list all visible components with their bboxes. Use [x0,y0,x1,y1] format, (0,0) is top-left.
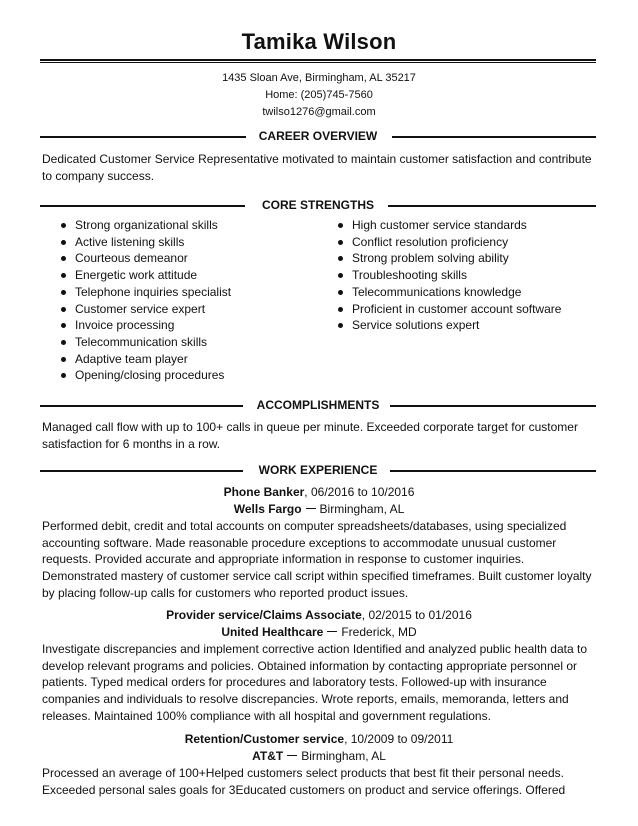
list-item: Adaptive team player [60,351,231,368]
candidate-name: Tamika Wilson [241,29,397,54]
section-header-career-overview [40,128,596,144]
list-item: Troubleshooting skills [337,267,561,284]
dash-separator [287,755,297,756]
job-company-line [0,748,638,765]
job-location: Birmingham, AL [301,749,386,763]
list-item: Invoice processing [60,317,231,334]
job-company: Wells Fargo [233,502,302,516]
list-item: Telecommunications knowledge [337,284,561,301]
section-header-core-strengths [40,197,596,213]
job-company: United Healthcare [221,625,324,639]
accomplishments-text: Managed call flow with up to 100+ calls in queue per minute. Exceeded corporate target for customer satisfaction for 6 months in a row. [42,420,578,451]
job-company: AT&T [252,749,284,763]
list-item: Energetic work attitude [60,267,231,284]
name-divider [40,59,596,61]
job-title: Retention/Customer service [184,732,345,746]
career-overview-text: Dedicated Customer Service Representative motivated to maintain customer satisfaction and contribute to company success. [42,152,592,183]
job-description: Processed an average of 100+Helped customers select products that best fit their personal needs. Exceeded personal sales goals for 3Educated customers on product and service offerings. Offered [42,766,566,797]
job-title: Phone Banker [223,485,305,499]
list-item: Telephone inquiries specialist [60,284,231,301]
job-company-line [0,624,638,641]
list-item: Active listening skills [60,234,231,251]
job-dates: , 06/2016 to 10/2016 [304,485,415,499]
list-item: Proficient in customer account software [337,301,561,318]
section-header-work-experience [40,462,596,478]
list-item: Opening/closing procedures [60,367,231,384]
strengths-list-right [337,217,561,334]
list-item: Telecommunication skills [60,334,231,351]
strengths-list-left [60,217,231,384]
job-company-line [0,501,638,518]
job-title-line [0,731,638,748]
list-item: Strong organizational skills [60,217,231,234]
job-description: Investigate discrepancies and implement corrective action Identified and analyzed public health data to develop relevant programs and policies. Obtained information by contacting appropriate personnel or patients. Typed medical orders for procedures and laboratory tests. Followed-up with insurance companies and individuals to resolve discrepancies. Wrote reports, emails, memoranda, letters and releases. Maintained 100% compliance with all hospital and government regulations. [42,642,587,723]
section-title: WORK EXPERIENCE [258,463,378,477]
list-item: High customer service standards [337,217,561,234]
section-title: CAREER OVERVIEW [258,129,378,143]
section-title: CORE STRENGTHS [261,198,374,212]
name-divider-thin [40,62,596,63]
list-item: Conflict resolution proficiency [337,234,561,251]
list-item: Courteous demeanor [60,250,231,267]
section-title: ACCOMPLISHMENTS [256,398,380,412]
job-title: Provider service/Claims Associate [166,608,362,622]
job-description: Performed debit, credit and total accounts on computer spreadsheets/databases, using specialized accounting software. Made reasonable procedure exceptions to accommodate unusual customer requests. Provided accurate and appropriate information in response to customer inquiries. Demonstrated mastery of customer service call script within specified timeframes. Built customer loyalty by placing follow-up calls for customers who reported product issues. [42,519,592,600]
list-item: Customer service expert [60,301,231,318]
job-dates: , 10/2009 to 09/2011 [344,732,454,746]
list-item: Strong problem solving ability [337,250,561,267]
section-header-accomplishments [40,397,596,413]
contact-address: 1435 Sloan Ave, Birmingham, AL 35217 [222,72,416,84]
job-location: Frederick, MD [341,625,417,639]
job-title-line [0,607,638,624]
job-title-line [0,484,638,501]
list-item: Service solutions expert [337,317,561,334]
contact-phone: Home: (205)745-7560 [265,89,373,101]
dash-separator [327,631,337,632]
job-location: Birmingham, AL [319,502,405,516]
contact-email: twilso1276@gmail.com [262,106,376,118]
dash-separator [306,508,316,509]
job-dates: , 02/2015 to 01/2016 [361,608,472,622]
